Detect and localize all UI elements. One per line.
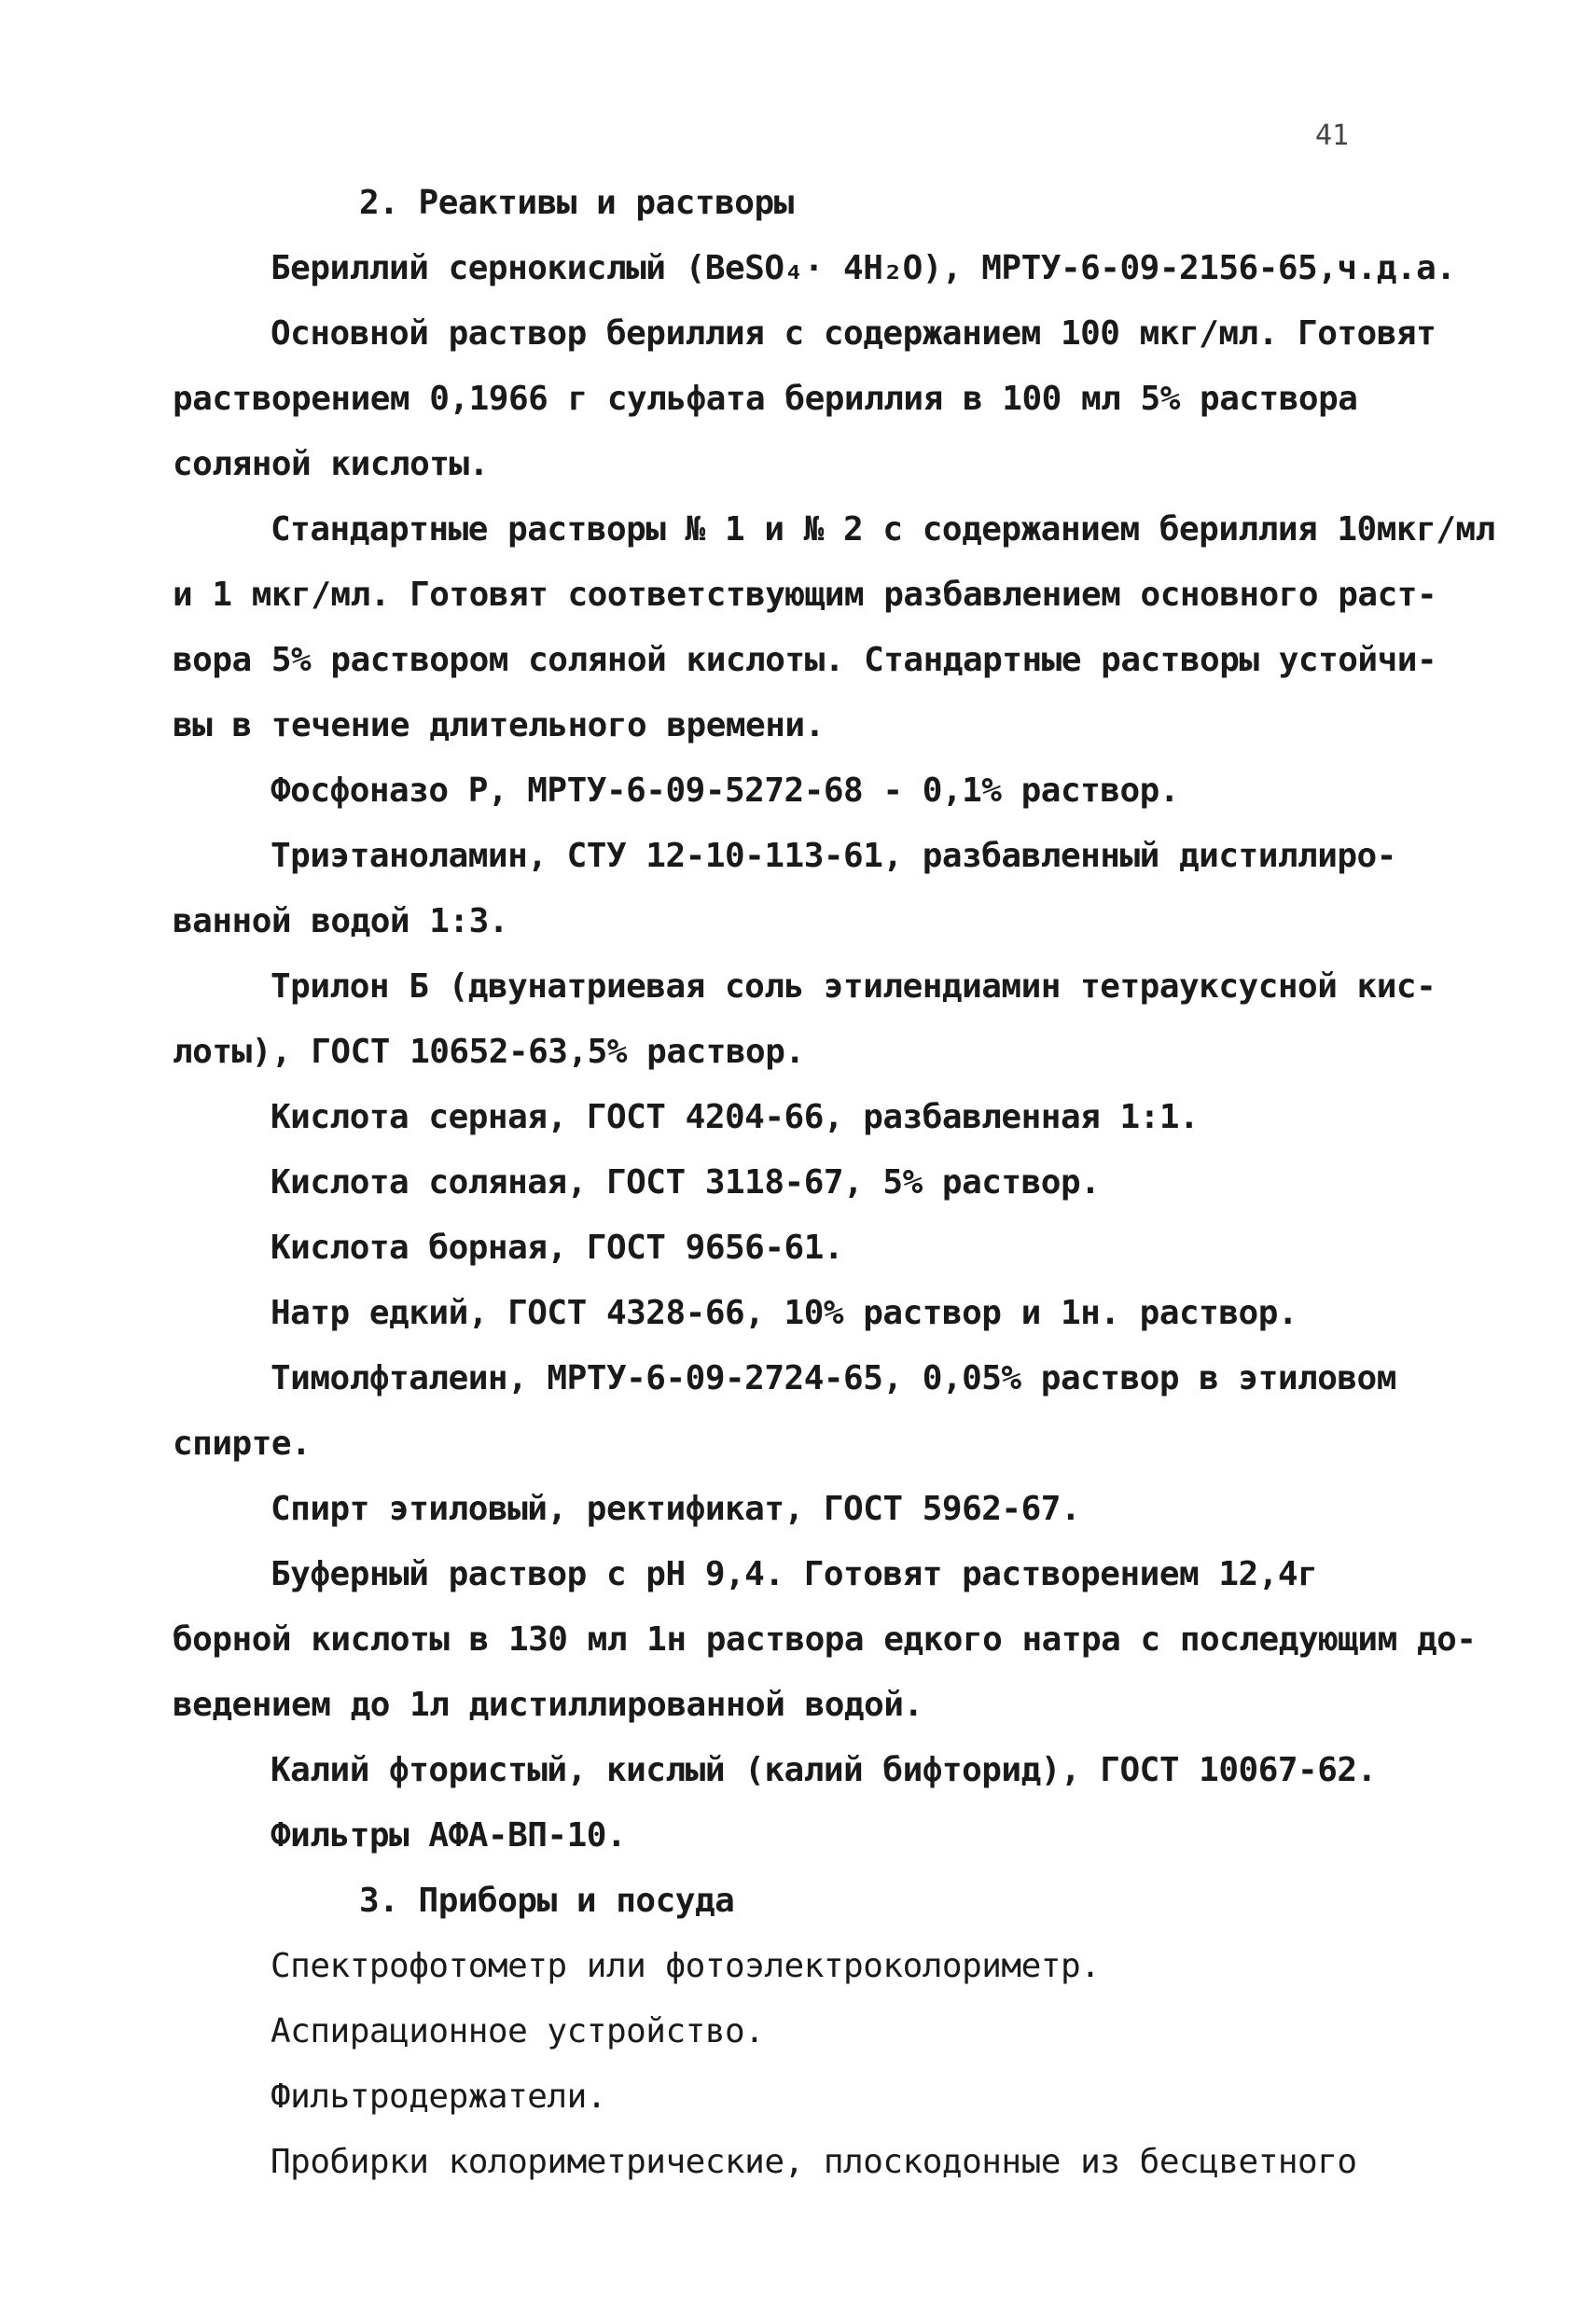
text-line: Кислота борная, ГОСТ 9656-61.: [271, 1229, 844, 1267]
text-line: Буферный раствор с pH 9,4. Готовят растворением 12,4г: [271, 1555, 1318, 1593]
text-line: Спектрофотометр или фотоэлектроколориметр.: [271, 1947, 1101, 1985]
text-line: вора 5% раствором соляной кислоты. Стандартные растворы устойчи-: [173, 641, 1437, 679]
text-line: Трилон Б (двунатриевая соль этилендиамин тетрауксусной кис-: [271, 967, 1436, 1006]
text-line: борной кислоты в 130 мл 1н раствора едкого натра с последующим до-: [173, 1620, 1477, 1659]
text-line: лоты), ГОСТ 10652-63,5% раствор.: [173, 1033, 805, 1071]
text-line: Стандартные растворы № 1 и № 2 с содержанием бериллия 10мкг/мл: [271, 510, 1495, 549]
text-line: Основной раствор бериллия с содержанием 100 мкг/мл. Готовят: [271, 314, 1436, 353]
section-2-heading: 2. Реактивы и растворы: [359, 184, 794, 222]
text-line: и 1 мкг/мл. Готовят соответствующим разбавлением основного раст-: [173, 576, 1437, 614]
text-line: Кислота соляная, ГОСТ 3118-67, 5% раствор.: [271, 1163, 1101, 1202]
section-3-heading: 3. Приборы и посуда: [359, 1882, 735, 1920]
text-line: Бериллий сернокислый (BeSO₄· 4H₂O), МРТУ-6-09-2156-65,ч.д.а.: [271, 249, 1456, 287]
text-line: спирте.: [173, 1425, 312, 1463]
text-line: Аспирационное устройство.: [271, 2012, 765, 2050]
text-line: Фильтродержатели.: [271, 2078, 606, 2116]
text-line: Калий фтористый, кислый (калий бифторид), ГОСТ 10067-62.: [271, 1751, 1377, 1789]
text-line: Фосфоназо Р, МРТУ-6-09-5272-68 - 0,1% раствор.: [271, 771, 1179, 810]
text-line: Триэтаноламин, СТУ 12-10-113-61, разбавленный дистиллиро-: [271, 837, 1396, 875]
page-number: 41: [1315, 119, 1350, 152]
text-line: Фильтры АФА-ВП-10.: [271, 1816, 627, 1855]
text-line: вы в течение длительного времени.: [173, 706, 825, 744]
text-line: Спирт этиловый, ректификат, ГОСТ 5962-67.: [271, 1490, 1081, 1528]
text-line: растворением 0,1966 г сульфата бериллия в 100 мл 5% раствора: [173, 380, 1358, 418]
text-line: Натр едкий, ГОСТ 4328-66, 10% раствор и 1н. раствор.: [271, 1294, 1298, 1332]
text-line: Пробирки колориметрические, плоскодонные из бесцветного: [271, 2143, 1357, 2181]
text-line: соляной кислоты.: [173, 445, 489, 483]
text-line: ведением до 1л дистиллированной водой.: [173, 1686, 923, 1724]
text-line: ванной водой 1:3.: [173, 902, 508, 940]
text-line: Тимолфталеин, МРТУ-6-09-2724-65, 0,05% раствор в этиловом: [271, 1359, 1396, 1397]
text-line: Кислота серная, ГОСТ 4204-66, разбавленная 1:1.: [271, 1098, 1200, 1136]
